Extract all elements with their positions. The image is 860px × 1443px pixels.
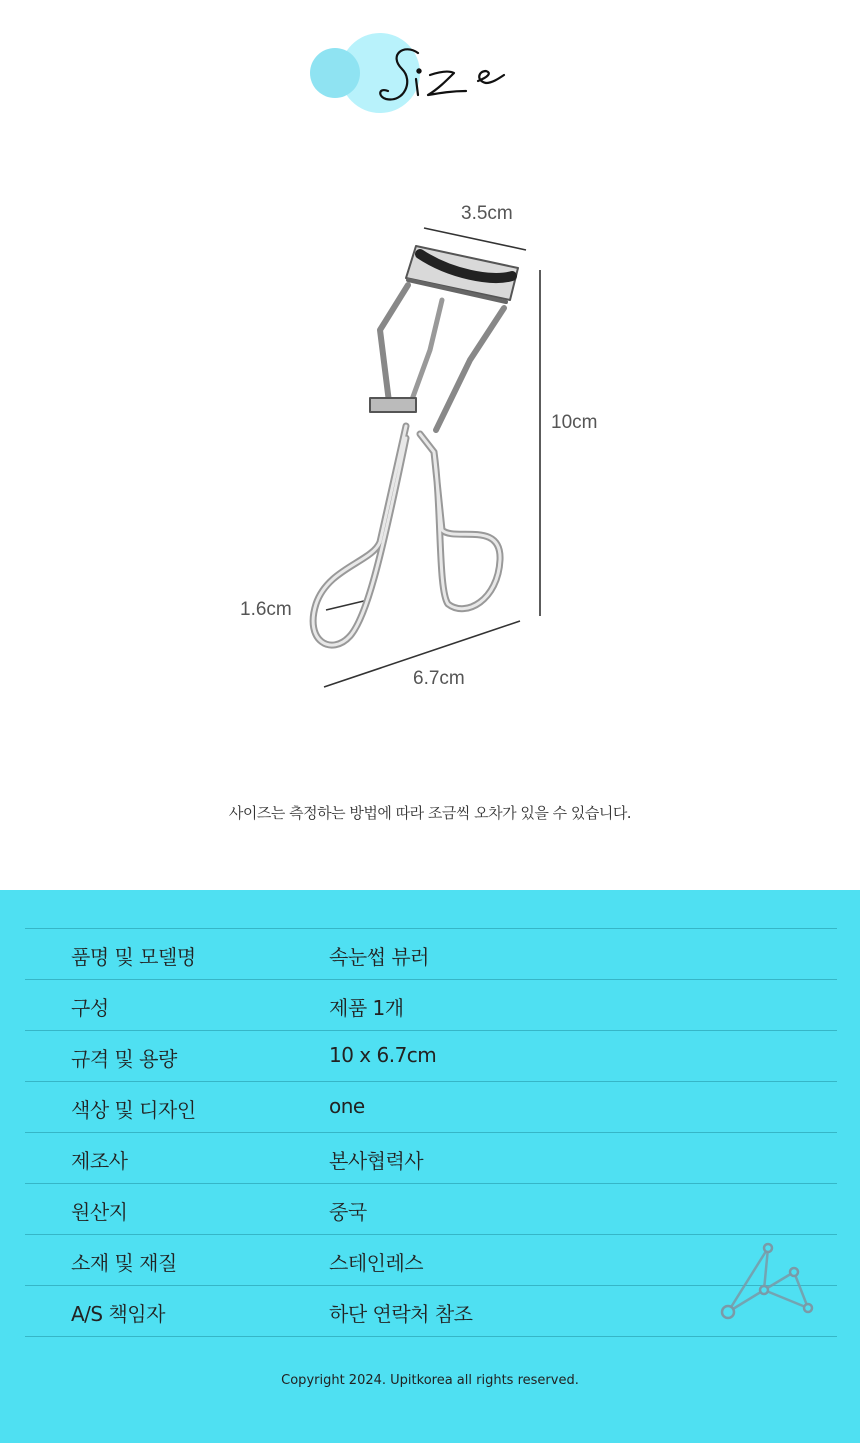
curler-body — [313, 246, 518, 645]
dim-width-top: 3.5cm — [461, 203, 513, 224]
size-note: 사이즈는 측정하는 방법에 따라 조금씩 오차가 있을 수 있습니다. — [228, 804, 632, 822]
dim-width-bottom: 6.7cm — [413, 668, 465, 689]
spec-value: 10 x 6.7cm — [329, 1043, 437, 1067]
dim-ring: 1.6cm — [240, 599, 292, 620]
spec-row — [25, 929, 837, 980]
copyright-text: Copyright 2024. Upitkorea all rights reserved. — [281, 1373, 579, 1388]
spec-row — [25, 1184, 837, 1235]
spec-value: 중국 — [329, 1200, 367, 1224]
spec-label: 품명 및 모델명 — [71, 945, 196, 969]
spec-value: 제품 1개 — [329, 996, 404, 1020]
spec-value: 속눈썹 뷰러 — [329, 945, 429, 969]
spec-section — [0, 890, 860, 1443]
spec-label: A/S 책임자 — [71, 1302, 165, 1326]
spec-row — [25, 1031, 837, 1082]
spec-value: 본사협력사 — [329, 1149, 424, 1173]
bubble-small — [310, 48, 360, 98]
size-logo — [300, 25, 520, 125]
spec-label: 소재 및 재질 — [71, 1251, 177, 1275]
spec-row — [25, 1082, 837, 1133]
eyelash-curler-image — [220, 190, 640, 710]
spec-label: 구성 — [71, 996, 109, 1020]
dim-height: 10cm — [551, 412, 598, 433]
spec-row — [25, 980, 837, 1031]
spec-label: 규격 및 용량 — [71, 1047, 177, 1071]
spec-value: 스테인레스 — [329, 1251, 424, 1275]
spec-value: one — [329, 1094, 365, 1118]
spec-row — [25, 1133, 837, 1184]
spec-value: 하단 연락처 참조 — [329, 1302, 473, 1326]
spec-label: 원산지 — [71, 1200, 128, 1224]
constellation-icon — [712, 1240, 822, 1330]
spec-label: 제조사 — [71, 1149, 128, 1173]
spec-label: 색상 및 디자인 — [71, 1098, 196, 1122]
